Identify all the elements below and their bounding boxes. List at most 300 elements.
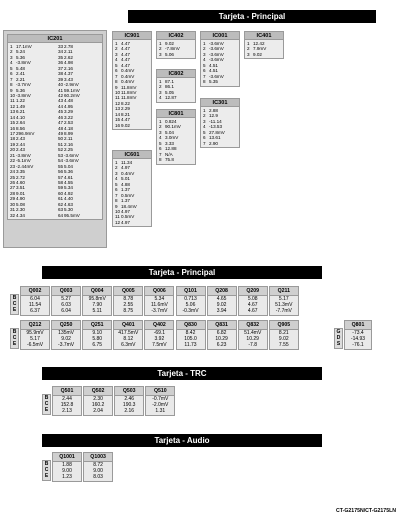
pin-number: 7 [115, 192, 118, 198]
pin-number: 12 [115, 219, 121, 225]
terminal-voltage: 5.06 [185, 302, 196, 309]
transistor-name: Q1003 [84, 453, 112, 462]
ic901-block [112, 31, 152, 130]
pin-number: 2 [159, 84, 162, 90]
ic601-pin-row [113, 220, 153, 225]
pin-voltage: 60.2mV [64, 92, 80, 98]
terminal-voltage: 1.23 [62, 474, 72, 481]
transistor-name: Q501 [53, 387, 81, 396]
pin-number: 42 [58, 92, 64, 98]
terminal-label: C [12, 335, 17, 342]
terminal-voltage: -0.3mV [182, 308, 199, 315]
terminal-label: E [12, 307, 17, 314]
pin-voltage: 2.88 [209, 108, 218, 113]
pin-number: 50 [58, 136, 64, 142]
transistor-q832 [238, 320, 268, 350]
pin-number: 47 [58, 120, 64, 126]
pin-voltage: 3.35 [16, 169, 25, 175]
pin-voltage: 5.06 [165, 51, 174, 57]
pin-number: 21 [10, 152, 16, 158]
audio-labels-letters [42, 460, 51, 481]
pin-voltage: 0.5mV [121, 214, 135, 220]
pin-number: 63 [58, 207, 64, 213]
pin-number: 2 [115, 165, 118, 171]
pin-number: 5 [203, 62, 206, 68]
terminal-voltage: 8.42 [185, 330, 196, 336]
pin-voltage: 4.90 [16, 196, 25, 202]
terminal-voltage: 5.27 [61, 296, 71, 302]
ic001-block [200, 31, 240, 87]
terminal-voltage: 6.3mV [121, 342, 136, 349]
ic402-title: IC402 [157, 32, 195, 40]
ic802-pin-row [157, 95, 197, 100]
transistor-q502 [83, 386, 113, 416]
pin-voltage: -3.8mV [16, 60, 31, 66]
pin-voltage: -2.44mV [16, 163, 34, 169]
pin-voltage: 3.0mV [165, 135, 179, 141]
terminal-label: D [336, 335, 341, 342]
ic201-pin-row [56, 213, 104, 218]
pin-number: 12 [115, 100, 121, 106]
pin-voltage: 12.87 [165, 95, 177, 101]
pin-number: 6 [203, 68, 206, 74]
pin-number: 1 [159, 41, 162, 46]
transistor-name: Q212 [21, 321, 49, 330]
terminal-voltage: 2.30 [93, 396, 103, 402]
header-tarjeta-principal-2: Tarjeta - Principal [42, 266, 322, 279]
terminal-voltage: 6.75 [92, 342, 103, 349]
ic301-body [201, 107, 239, 147]
pin-number: 12 [10, 103, 16, 109]
terminal-voltage: 11.73 [184, 342, 197, 349]
ic001-body [201, 40, 239, 86]
transistor-name: Q211 [270, 287, 298, 296]
pin-number: 10 [115, 208, 121, 214]
pin-voltage: 5.24 [16, 49, 25, 55]
pin-number: 1 [203, 108, 206, 113]
terminal-label: B [12, 329, 17, 335]
terminal-voltage: 0.713 [184, 296, 197, 302]
pin-voltage: 0.4mV [121, 68, 135, 74]
pin-number: 14 [10, 114, 16, 120]
ic201-column [56, 44, 104, 218]
pin-voltage: 4.48 [64, 98, 73, 104]
pin-voltage: -3.7mV [16, 82, 31, 88]
terminal-voltage: 6.37 [30, 308, 40, 315]
terminal-label: S [336, 341, 341, 348]
pin-voltage: 0.4mV [121, 170, 135, 176]
pin-voltage: 11.8mV [121, 84, 137, 90]
terminal-voltage: 4.65 [216, 296, 227, 302]
pin-number: 5 [115, 181, 118, 187]
header-tarjeta-audio: Tarjeta - Audio [42, 434, 322, 447]
pin-voltage: 4.47 [121, 41, 130, 46]
pin-number: 11 [115, 95, 120, 101]
transistor-q002 [20, 286, 50, 316]
transistor-name: Q905 [270, 321, 298, 330]
pin-number: 62 [58, 201, 64, 207]
ic802-block [156, 69, 196, 103]
pin-number: 23 [10, 163, 16, 169]
transistor-name: Q101 [177, 287, 205, 296]
terminal-voltage: 2.55 [123, 302, 134, 309]
pin-number: 11 [10, 98, 15, 104]
pin-voltage: 5.08 [16, 201, 25, 207]
terminal-voltage: 51.3mV [275, 302, 293, 309]
pin-number: 8 [10, 82, 13, 88]
terminal-voltage: 152.8 [60, 402, 74, 409]
pin-number: 4 [115, 176, 118, 182]
pin-voltage: -3.6mV [209, 41, 224, 46]
pin-number: 46 [58, 114, 64, 120]
pin-number: 45 [58, 109, 64, 115]
pin-voltage: 9.02 [165, 41, 174, 46]
pin-number: 3 [115, 170, 118, 176]
terminal-voltage: 6.82 [216, 330, 227, 336]
transistor-name: Q251 [83, 321, 111, 330]
pin-voltage: 3.33 [165, 140, 174, 146]
transistor-q830 [176, 320, 206, 350]
pin-voltage: 4.40 [64, 196, 73, 202]
pin-number: 37 [58, 65, 64, 71]
ic901-column [113, 41, 153, 128]
pin-number: 16 [10, 125, 16, 131]
pin-number: 3 [159, 89, 162, 95]
transistor-q1003 [83, 452, 113, 482]
pin-voltage: 3.51 [16, 185, 25, 191]
ic802-column [157, 79, 197, 101]
pin-voltage: 5.04 [64, 163, 73, 169]
pin-number: 8 [115, 79, 118, 85]
pin-number: 6 [203, 135, 206, 141]
ic901-title: IC901 [113, 32, 151, 40]
pin-voltage: 9.02 [121, 122, 130, 128]
pin-voltage: 2.11 [64, 136, 73, 142]
pin-number: 56 [58, 169, 64, 175]
pin-number: 19 [10, 141, 16, 147]
transistor-name: Q401 [114, 321, 142, 330]
terminal-label: C [44, 467, 49, 474]
terminal-label: B [44, 461, 49, 467]
pin-voltage: 5.35 [209, 79, 218, 85]
pin-voltage: 75.8 [165, 157, 174, 163]
model-number: CT-G2175N/CT-G2175LN [336, 508, 396, 514]
pin-number: 8 [203, 79, 206, 85]
terminal-voltage: 4.67 [247, 308, 258, 315]
terminal-voltage: -3.7mV [151, 308, 168, 315]
transistor-name: Q831 [208, 321, 236, 330]
pin-voltage: 2.64 [16, 120, 25, 126]
ic801-block [156, 109, 196, 165]
pin-voltage: 5.48 [16, 65, 25, 71]
terminal-label: B [44, 395, 49, 401]
ic401-pin-row [245, 52, 285, 57]
pin-voltage: 2.43 [16, 136, 25, 142]
transistor-name: Q006 [145, 287, 173, 296]
pin-voltage: 2.62 [64, 54, 73, 60]
ic601-title: IC601 [113, 151, 151, 159]
pin-voltage: 87.1 [165, 79, 174, 84]
pin-voltage: 4.97 [121, 208, 130, 214]
header-tarjeta-principal-1: Tarjeta - Principal [128, 10, 376, 23]
pin-voltage: -3.6mV [64, 158, 79, 164]
pin-number: 8 [115, 198, 118, 204]
ic001-column [201, 41, 241, 85]
pin-voltage: 8.99 [64, 131, 73, 136]
pin-number: 28 [10, 190, 16, 196]
transistor-q250 [51, 320, 81, 350]
pin-voltage: 2.90 [209, 140, 218, 146]
terminal-label: G [336, 329, 341, 335]
pin-number: 29 [10, 196, 16, 202]
header-tarjeta-trc: Tarjeta - TRC [42, 367, 322, 380]
pin-number: 13 [115, 106, 121, 112]
terminal-label: E [44, 473, 49, 480]
pin-number: 14 [115, 111, 121, 117]
transistor-name: Q1001 [53, 453, 81, 462]
pin-number: 2 [159, 46, 162, 52]
pin-number: 9 [115, 203, 118, 209]
pin-voltage: 4.47 [121, 46, 130, 52]
pin-voltage: 4.97 [121, 165, 130, 171]
pin-voltage: 8.56 [16, 125, 25, 131]
pin-number: 7 [115, 73, 118, 79]
pin-voltage: 90.1mV [165, 124, 181, 130]
pin-number: 51 [58, 141, 64, 147]
pin-number: 25 [10, 174, 16, 180]
terminal-voltage: 190.3 [122, 402, 136, 409]
pin-voltage: 2.41 [16, 71, 25, 77]
terminal-voltage: -14.93 [350, 336, 366, 343]
pin-voltage: 3.22 [64, 114, 73, 120]
pin-voltage: 0.824 [165, 119, 177, 124]
transistor-q503 [114, 386, 144, 416]
pin-voltage: 59.1mV [64, 87, 80, 93]
pin-number: 1 [115, 160, 118, 165]
transistor-q501 [52, 386, 82, 416]
principal_row1-labels-letters [10, 294, 19, 315]
pin-number: 18 [10, 136, 16, 142]
terminal-voltage: 3.94 [216, 308, 227, 315]
pin-voltage: 1.22 [16, 98, 25, 104]
transistor-name: Q510 [146, 387, 174, 396]
trc-labels-letters [42, 394, 51, 415]
ic201-pin-row [8, 213, 56, 218]
pin-voltage: 2.72 [16, 174, 25, 180]
pin-number: 38 [58, 71, 64, 77]
pin-voltage: 5.36 [64, 169, 73, 175]
pin-voltage: 3.43 [64, 76, 73, 82]
ic802-title: IC802 [157, 70, 195, 78]
pin-number: 48 [58, 125, 64, 131]
terminal-label: E [44, 407, 49, 414]
pin-voltage: 2.43 [16, 147, 25, 153]
pin-voltage: -5.1mV [16, 158, 31, 164]
terminal-voltage: 9.00 [93, 468, 103, 475]
terminal-voltage: -69.1 [153, 330, 166, 336]
pin-number: 5 [203, 129, 206, 135]
pin-number: 40 [58, 82, 64, 88]
pin-voltage: 12.9 [209, 113, 218, 119]
ic201-body [8, 43, 102, 219]
terminal-voltage: 5.08 [247, 296, 258, 302]
ic401-column [245, 41, 285, 57]
pin-number: 2 [247, 46, 250, 52]
pin-voltage: 5.36 [16, 87, 25, 93]
pin-number: 24 [10, 169, 16, 175]
pin-number: 33 [58, 44, 64, 49]
pin-voltage: -7.8mV [165, 46, 180, 52]
pin-voltage: 5.01 [121, 176, 130, 182]
ic201-block [7, 34, 103, 220]
pin-number: 8 [159, 157, 162, 163]
pin-voltage: 5.05 [165, 89, 174, 95]
transistor-q801 [344, 320, 372, 350]
pin-number: 9 [115, 84, 118, 90]
ic801-pin-row [157, 157, 197, 162]
pin-voltage: 2.25 [64, 147, 73, 153]
transistor-q006 [144, 286, 174, 316]
pin-number: 43 [58, 98, 64, 104]
ic402-block [156, 31, 196, 59]
pin-number: 7 [159, 151, 162, 157]
pin-voltage: -3.8mV [16, 152, 31, 158]
pin-number: 55 [58, 163, 64, 169]
pin-number: 35 [58, 54, 64, 60]
terminal-voltage: 7.55 [278, 342, 289, 349]
pin-voltage: -2.9mV [64, 82, 79, 88]
transistor-name: Q208 [208, 287, 236, 296]
terminal-voltage: 6.23 [216, 342, 227, 349]
transistor-q510 [145, 386, 175, 416]
pin-voltage: 4.47 [121, 57, 130, 63]
terminal-voltage: 9.02 [61, 336, 71, 343]
pin-number: 15 [10, 120, 16, 126]
ic901-pin-row [113, 123, 153, 128]
pin-voltage: 4.47 [121, 117, 130, 123]
pin-number: 49 [58, 131, 64, 136]
pin-number: 32 [10, 212, 16, 218]
pin-voltage: 4.55 [64, 179, 73, 185]
terminal-voltage: 8.21 [278, 330, 289, 336]
pin-voltage: 9.01 [16, 190, 25, 196]
transistor-name: Q402 [145, 321, 173, 330]
pin-voltage: -3.8mV [16, 92, 31, 98]
pin-voltage: 296.9mV [16, 131, 35, 136]
pin-number: 54 [58, 158, 64, 164]
transistor-name: Q003 [52, 287, 80, 296]
terminal-voltage: 10.29 [246, 336, 259, 343]
pin-voltage: 18.4mV [121, 203, 137, 209]
pin-number: 41 [58, 87, 64, 93]
pin-voltage: 8.21 [121, 111, 130, 117]
terminal-voltage: 160.2 [91, 402, 105, 409]
pin-number: 59 [58, 185, 64, 191]
transistor-name: Q209 [239, 287, 267, 296]
transistor-q208 [207, 286, 237, 316]
terminal-voltage: 11.6mV [150, 302, 168, 309]
terminal-voltage: 6.04 [30, 296, 40, 302]
pin-number: 5 [115, 62, 118, 68]
pin-voltage: 11.34 [121, 160, 133, 165]
pin-voltage: 13.61 [209, 135, 221, 141]
pin-voltage: 4.47 [121, 51, 130, 57]
ic801-column [157, 119, 197, 163]
terminal-voltage: 10.29 [215, 336, 228, 343]
pin-voltage: -3.6mV [209, 51, 224, 57]
pin-voltage: 1.37 [121, 187, 130, 193]
pin-number: 4 [203, 57, 206, 63]
transistor-name: Q005 [114, 287, 142, 296]
ic201-column [8, 44, 56, 218]
terminal-voltage: 9.02 [278, 336, 289, 343]
transistor-name: Q250 [52, 321, 80, 330]
pin-voltage: 4.47 [121, 62, 130, 68]
ic601-block [112, 150, 152, 227]
terminal-voltage: 1.88 [62, 462, 72, 468]
pin-number: 22 [10, 158, 16, 164]
pin-voltage: 4.37 [64, 71, 73, 77]
terminal-voltage: 9.00 [62, 468, 72, 475]
terminal-label: E [12, 341, 17, 348]
terminal-voltage: 51.4mV [244, 330, 262, 336]
ic601-body [113, 159, 151, 226]
terminal-voltage: 3.92 [154, 336, 165, 343]
pin-number: 10 [115, 89, 121, 95]
transistor-name: Q004 [83, 287, 111, 296]
pin-number: 64 [58, 212, 64, 218]
pin-voltage: 11.8mV [121, 89, 137, 95]
terminal-voltage: 6.03 [61, 302, 71, 309]
terminal-voltage: -73.4 [352, 330, 364, 336]
transistor-q211 [269, 286, 299, 316]
pin-voltage: 1.49 [16, 103, 25, 109]
pin-number: 7 [203, 73, 206, 79]
ic402-pin-row [157, 52, 197, 57]
pin-number: 13 [10, 109, 16, 115]
terminal-voltage: 9.02 [216, 302, 227, 309]
pin-number: 30 [10, 201, 16, 207]
transistor-q251 [82, 320, 112, 350]
terminal-voltage: -7.8 [248, 342, 257, 349]
terminal-voltage: 2.04 [93, 408, 103, 415]
terminal-voltage: 7.5mV [152, 342, 167, 349]
pin-voltage: 4.60 [16, 179, 25, 185]
pin-number: 6 [159, 146, 162, 152]
pin-voltage: 0.4mV [121, 73, 135, 79]
pin-voltage: 2.30 [16, 207, 25, 213]
pin-voltage: 2.44 [16, 141, 25, 147]
pin-number: 44 [58, 103, 64, 109]
pin-voltage: 2.16 [64, 141, 73, 147]
pin-voltage: 6.21 [16, 109, 25, 115]
pin-voltage: 4.88 [121, 181, 130, 187]
pin-voltage: 4.63 [64, 201, 73, 207]
terminal-voltage: 4.67 [247, 302, 258, 309]
ic301-column [201, 108, 241, 146]
pin-voltage: 2.53 [64, 120, 73, 126]
terminal-voltage: 5.34 [154, 296, 165, 302]
pin-number: 17 [10, 131, 16, 136]
pin-voltage: 12.88 [165, 146, 177, 152]
pin-number: 61 [58, 196, 64, 202]
pin-voltage: 5.36 [16, 54, 25, 60]
pin-voltage: -11.14 [209, 118, 222, 124]
terminal-voltage: 11.54 [28, 302, 42, 309]
pin-voltage: 2.29 [121, 106, 130, 112]
pin-number: 1 [203, 41, 206, 46]
pin-voltage: -13.53 [209, 124, 223, 130]
